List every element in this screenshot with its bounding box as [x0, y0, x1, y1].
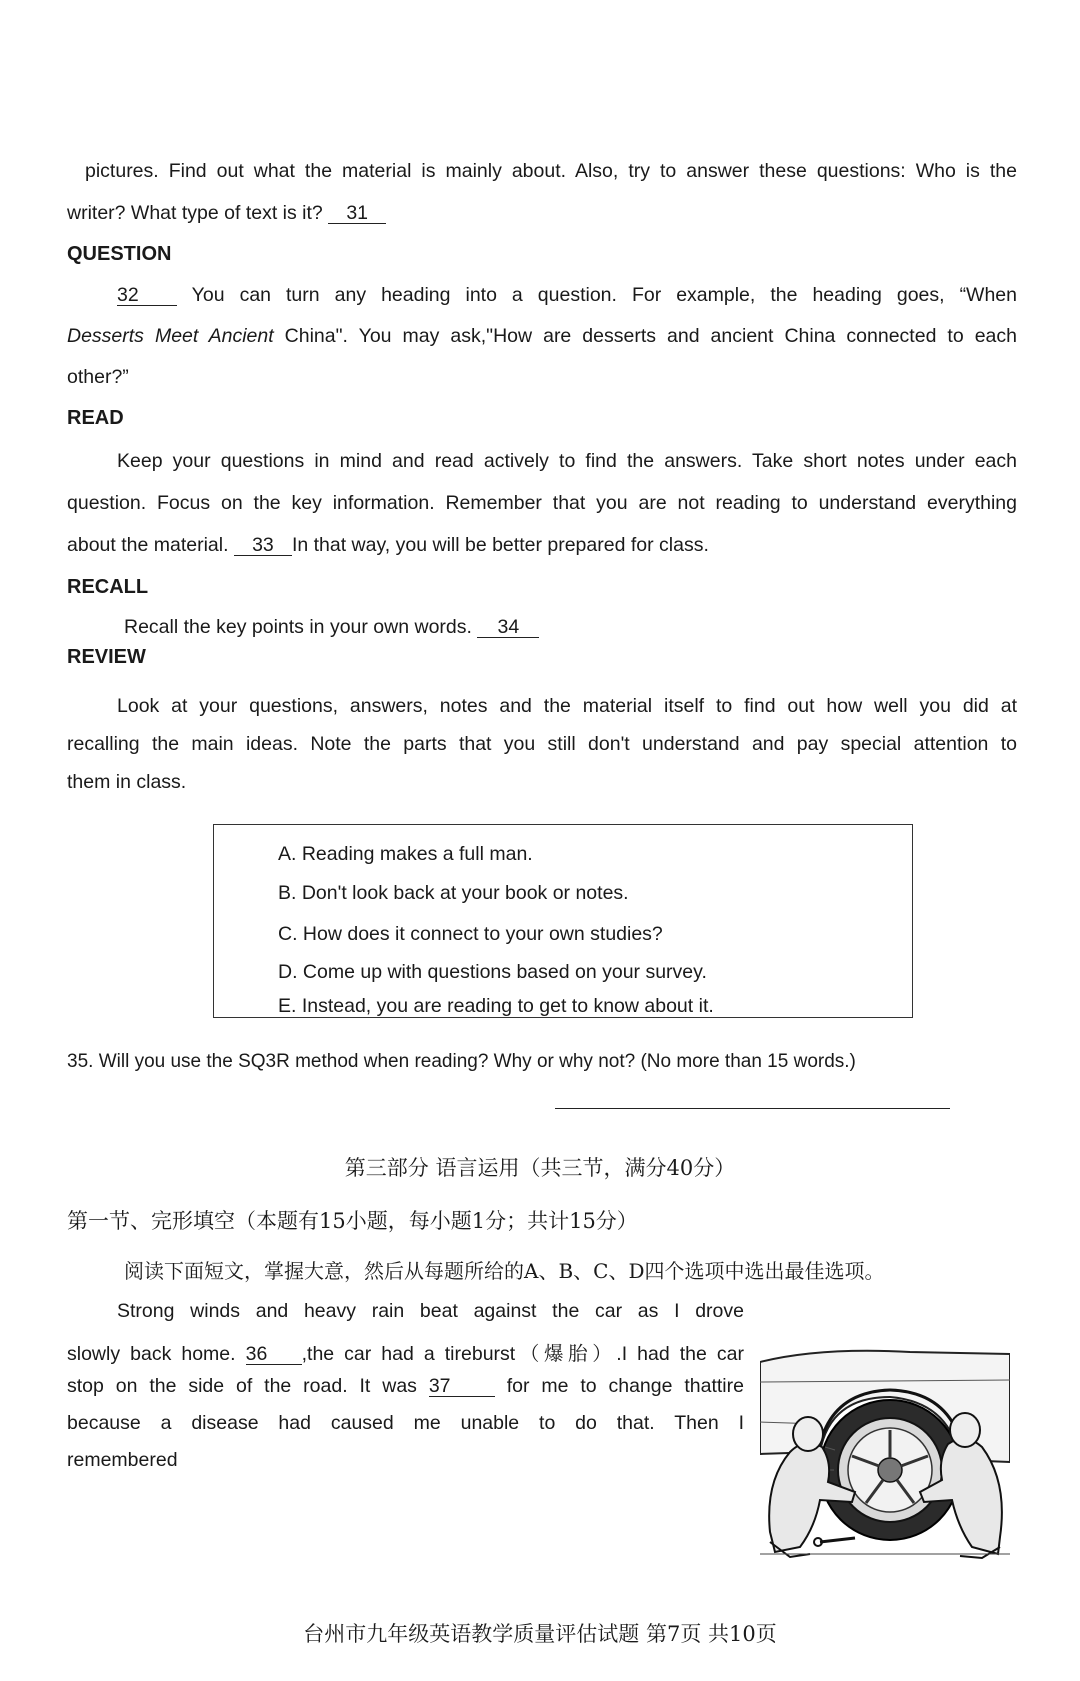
section1-title: 第一节、完形填空（本题有15小题，每小题1分；共计15分） — [67, 1209, 638, 1233]
option-c: C. How does it connect to your own studies? — [278, 923, 663, 945]
question-text-line1-post: You can turn any heading into a question. For example, the heading goes, “When — [177, 284, 1017, 306]
blank-34: 34 — [477, 617, 539, 638]
blank-36: 36 — [246, 1344, 302, 1365]
options-box — [213, 824, 913, 1018]
cloze-text-line4: because a disease had caused me unable to do that. Then I — [67, 1412, 744, 1434]
heading-review: REVIEW — [67, 646, 146, 668]
review-text-line2: recalling the main ideas. Note the parts that you still don't understand and pay special attention to — [67, 733, 1017, 755]
blank-37: 37 — [429, 1376, 495, 1397]
option-d: D. Come up with questions based on your survey. — [278, 961, 707, 983]
heading-read: READ — [67, 407, 124, 429]
read-text-line3-pre: about the material. — [67, 534, 234, 556]
survey-text-line1: pictures. Find out what the material is mainly about. Also, try to answer these questions: Who is the — [85, 160, 1017, 182]
survey-text-line2 — [67, 202, 1017, 225]
cloze-text-line5: remembered — [67, 1449, 178, 1471]
survey-text-line2-pre: writer? What type of text is it? — [67, 202, 329, 224]
read-text-line3 — [67, 534, 1017, 557]
cloze-text-line2 — [67, 1338, 744, 1366]
blank-33: 33 — [234, 535, 292, 556]
cloze-text-line3-post: for me to change thattire — [494, 1375, 744, 1397]
review-text-line1: Look at your questions, answers, notes and the material itself to find out how well you did at — [117, 695, 1017, 717]
page-footer: 台州市九年级英语教学质量评估试题 第7页 共10页 — [303, 1622, 777, 1646]
cloze-text-line1: Strong winds and heavy rain beat against the car as I drove — [117, 1300, 744, 1322]
question-text-line3: other?” — [67, 366, 129, 388]
part3-title: 第三部分 语言运用（共三节，满分40分） — [344, 1156, 736, 1180]
review-text-line3: them in class. — [67, 771, 187, 793]
read-text-line2: question. Focus on the key information. Remember that you are not reading to understand everything — [67, 492, 1017, 514]
cloze-text-line2-pre: slowly back home. — [67, 1343, 246, 1365]
question-35: 35. Will you use the SQ3R method when reading? Why or why not? (No more than 15 words.) — [67, 1051, 856, 1072]
recall-text-line1-pre: Recall the key points in your own words. — [124, 616, 478, 638]
blank-32: 32 — [117, 285, 177, 306]
question-text-line2-post: China". You may ask,"How are desserts and ancient China connected to each — [273, 325, 1017, 347]
tire-change-illustration — [760, 1342, 1010, 1562]
cloze-text-line3 — [67, 1375, 744, 1398]
cloze-text-line2-post: ,the car had a tireburst（爆胎）.I had the car — [301, 1343, 744, 1365]
heading-recall: RECALL — [67, 576, 149, 598]
cloze-text-line3-pre: stop on the side of the road. It was — [67, 1375, 429, 1397]
cloze-instruction: 阅读下面短文，掌握大意，然后从每题所给的A、B、C、D四个选项中选出最佳选项。 — [124, 1259, 885, 1283]
answer-line-35 — [555, 1108, 950, 1109]
recall-text-line1 — [124, 616, 1074, 639]
option-b: B. Don't look back at your book or notes. — [278, 882, 629, 904]
question-text-line1 — [67, 284, 1017, 307]
read-text-line3-post: In that way, you will be better prepared for class. — [291, 534, 709, 556]
read-text-line1: Keep your questions in mind and read actively to find the answers. Take short notes under each — [117, 450, 1017, 472]
question-text-line2 — [67, 325, 1017, 348]
heading-question: QUESTION — [67, 243, 172, 265]
question-italic-title: Desserts Meet Ancient — [67, 325, 274, 347]
option-a: A. Reading makes a full man. — [278, 843, 533, 865]
option-e: E. Instead, you are reading to get to know about it. — [278, 995, 714, 1017]
blank-31: 31 — [328, 203, 386, 224]
